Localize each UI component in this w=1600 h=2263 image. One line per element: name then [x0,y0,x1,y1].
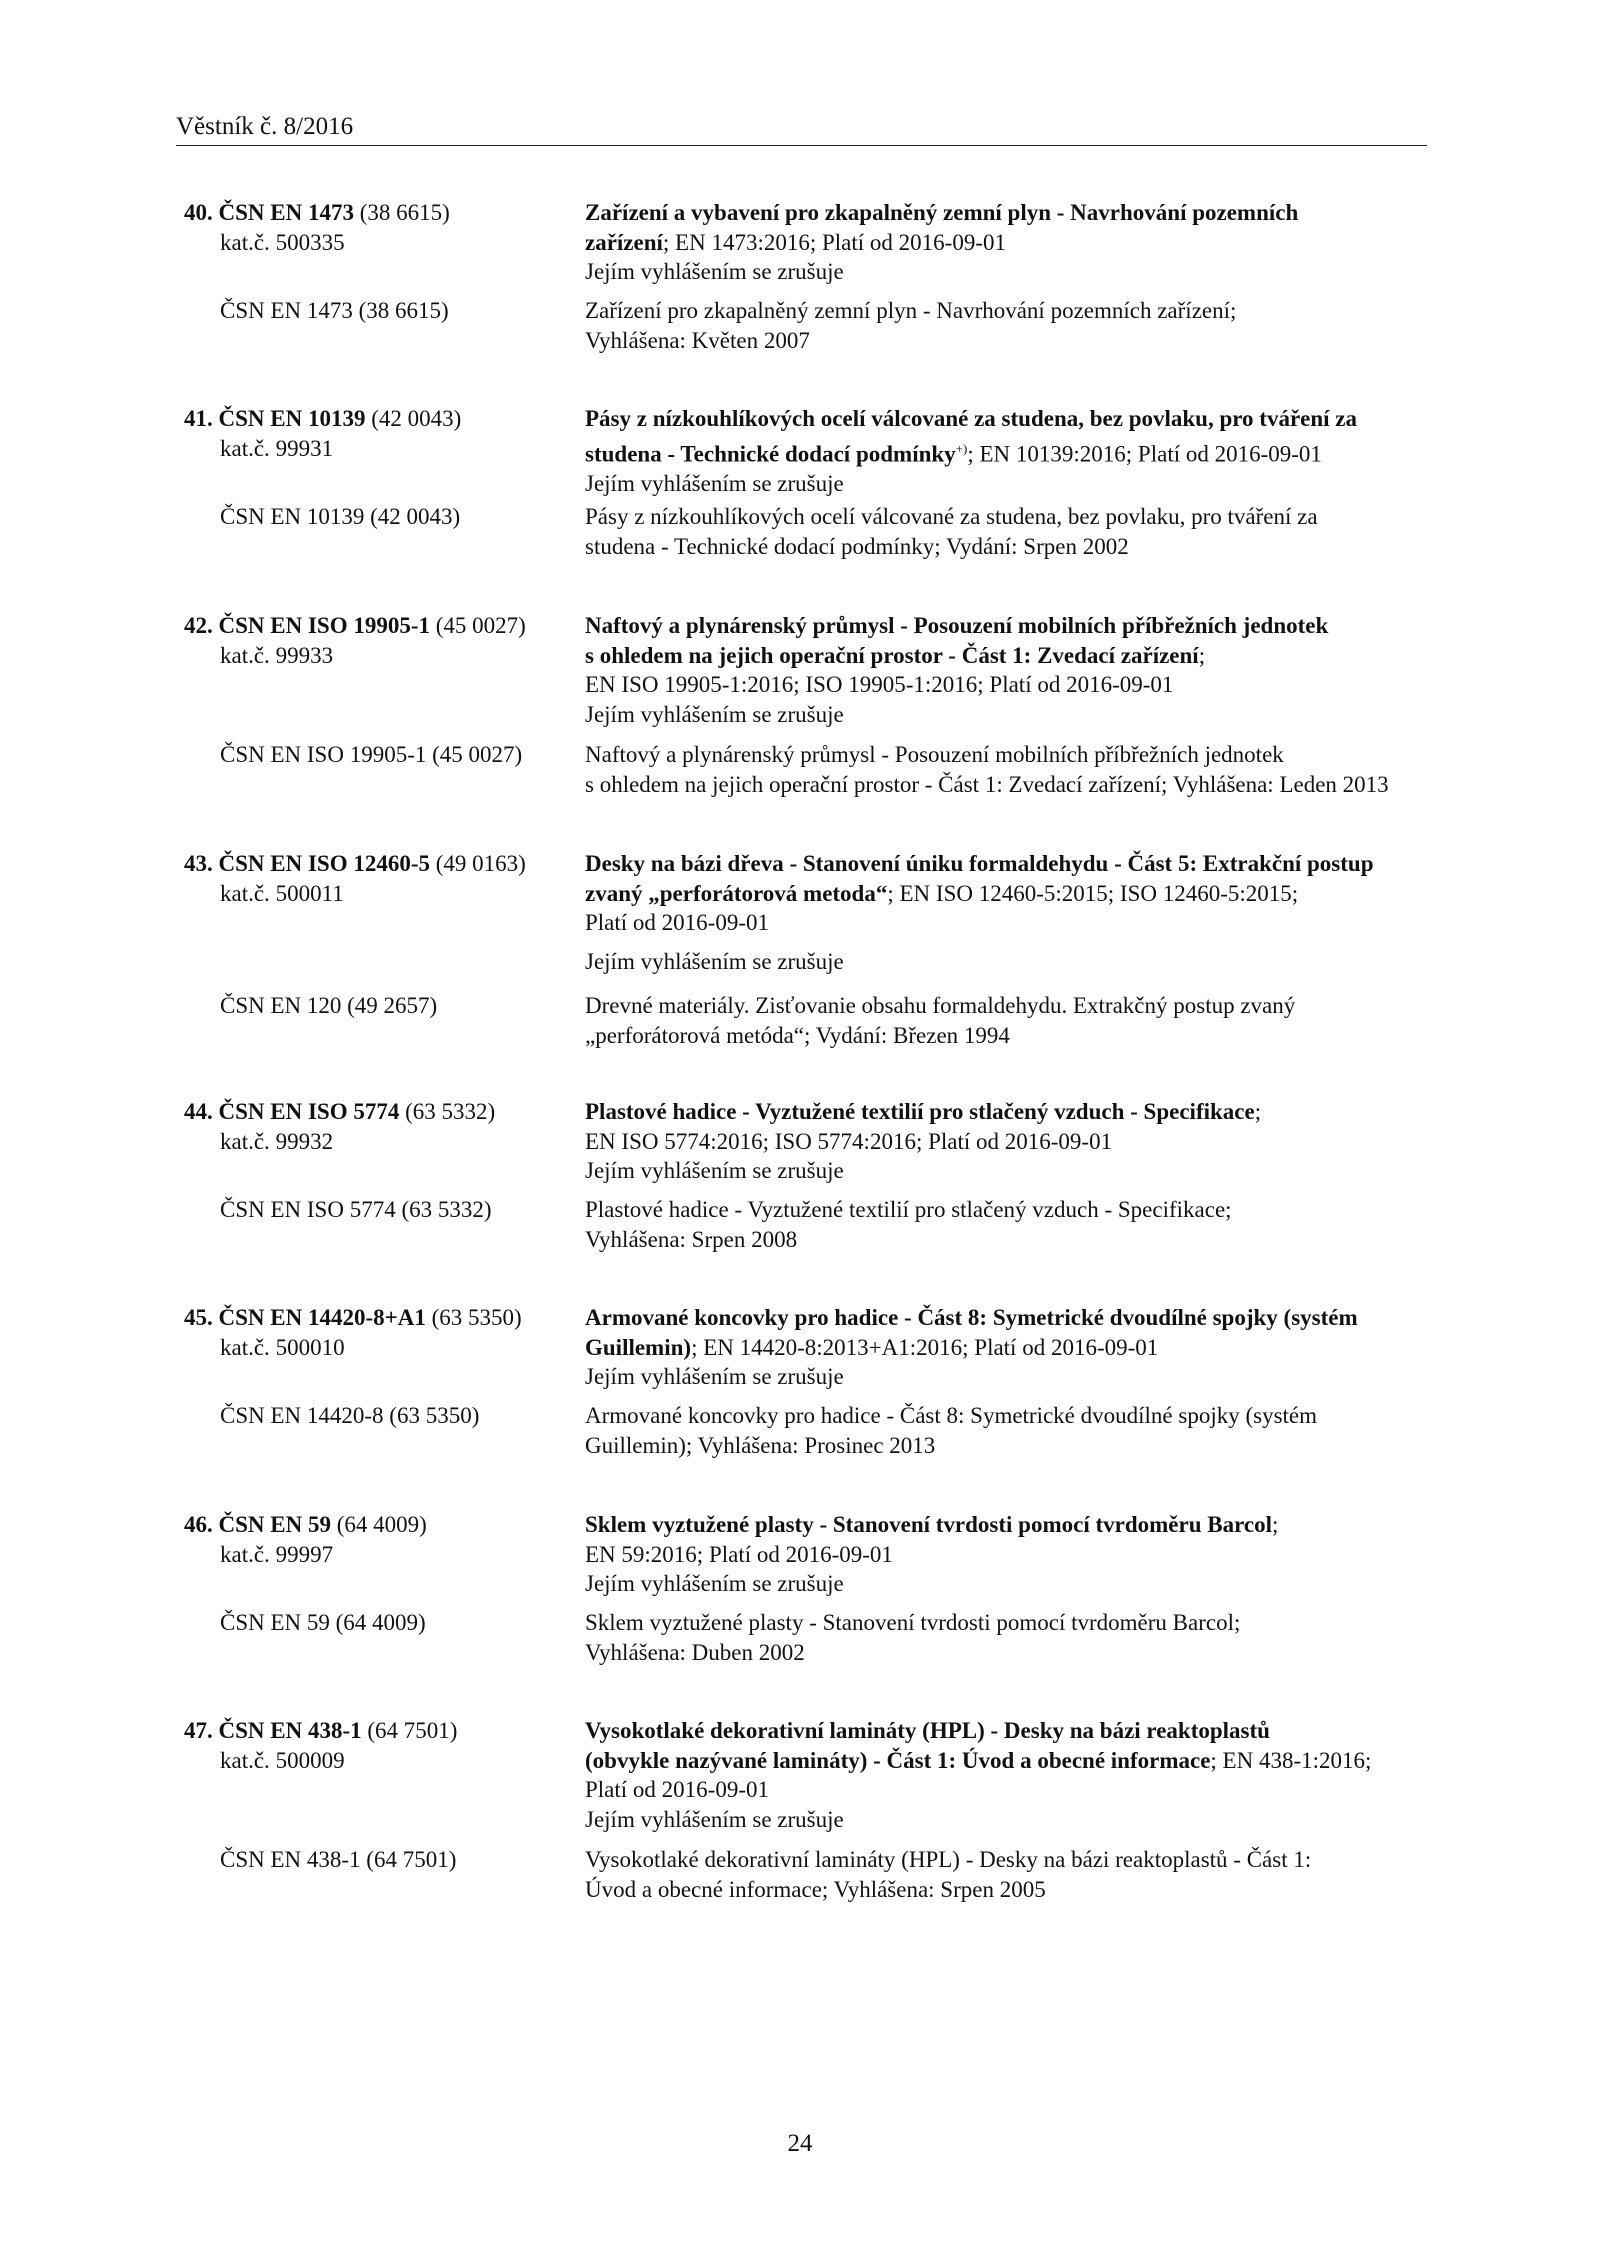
replaced-standard-description [585,740,1435,799]
replaced-line: Naftový a plynárenský průmysl - Posouzení mobilních příbřežních jednotek [585,742,1284,767]
replaced-line: Vyhlášena: Srpen 2008 [585,1226,798,1252]
new-standard-info: ; [1271,1512,1279,1537]
new-standard-info-line: EN ISO 19905-1:2016; ISO 19905-1:2016; Platí od 2016-09-01 [585,672,1174,697]
replaced-line: Vyhlášena: Květen 2007 [585,327,810,353]
catalog-label: kat.č. [220,1541,270,1567]
replaced-standard-description [585,1401,1435,1460]
replaced-standard-code: ČSN EN 120 (49 2657) [220,993,438,1018]
replaced-standard-description [585,991,1435,1050]
replaced-line: Plastové hadice - Vyztužené textilií pro stlačený vzduch - Specifikace; [585,1197,1232,1222]
standard-code: ČSN EN 1473 [218,200,354,225]
replaced-standard-ref [188,1195,610,1225]
entry-number: 42. [184,613,213,638]
catalog-number: 500010 [275,1334,345,1360]
entry-identifiers [184,198,578,257]
catalog-number: 99933 [275,642,334,668]
classification-code: (63 5350) [431,1305,522,1330]
entry-number: 47. [184,1718,213,1743]
new-title-line: Naftový a plynárenský průmysl - Posouzení mobilních příbřežních jednotek [585,613,1329,638]
standard-code: ČSN EN ISO 19905-1 [218,613,431,638]
new-title-line: zařízení [585,229,663,255]
replaced-standard-ref [188,1845,610,1875]
new-title-line: zvaný „perforátorová metoda“ [585,880,888,906]
classification-code: (42 0043) [371,406,462,431]
replaced-standard-description [585,1845,1435,1904]
replaced-standard-description [585,502,1435,561]
replaced-line: Sklem vyztužené plasty - Stanovení tvrdosti pomocí tvrdoměru Barcol; [585,1610,1241,1635]
new-title-line: Sklem vyztužené plasty - Stanovení tvrdosti pomocí tvrdoměru Barcol [585,1512,1272,1537]
standard-code: ČSN EN ISO 5774 [218,1099,400,1124]
replaced-line: Drevné materiály. Zisťovanie obsahu formaldehydu. Extrakčný postup zvaný [585,993,1296,1018]
standard-code: ČSN EN ISO 12460-5 [218,851,431,876]
catalog-label: kat.č. [220,1334,270,1360]
new-title-line: Pásy z nízkouhlíkových ocelí válcované za studena, bez povlaku, pro tváření za [585,406,1358,431]
entry-identifiers [184,404,578,463]
classification-code: (38 6615) [359,200,450,225]
new-standard-info: ; EN 14420-8:2013+A1:2016; Platí od 2016-09-01 [691,1334,1159,1360]
replaced-standard-code: ČSN EN 438-1 (64 7501) [220,1847,457,1872]
standard-code: ČSN EN 10139 [218,406,366,431]
new-standard-info: ; EN 10139:2016; Platí od 2016-09-01 [967,441,1322,467]
catalog-number: 500009 [275,1747,345,1773]
replaced-standard-code: ČSN EN 10139 (42 0043) [220,504,461,529]
catalog-number: 99932 [275,1128,334,1154]
replaced-standard-ref [188,740,610,770]
cancellation-note: Jejím vyhlášením se zrušuje [585,1806,844,1832]
cancellation-note: Jejím vyhlášením se zrušuje [585,259,844,284]
entry-number: 46. [184,1512,213,1537]
replaced-standard-description [585,296,1435,355]
replaced-standard-code: ČSN EN 59 (64 4009) [220,1610,426,1635]
new-standard-info: ; EN ISO 12460-5:2015; ISO 12460-5:2015; [887,880,1299,906]
new-title-line: Armované koncovky pro hadice - Část 8: Symetrické dvoudílné spojky (systém [585,1305,1358,1330]
cancellation-note: Jejím vyhlášením se zrušuje [585,1571,844,1596]
entry-identifiers [184,1510,578,1569]
new-standard-info-line: Platí od 2016-09-01 [585,910,769,935]
replaced-line: Vysokotlaké dekorativní lamináty (HPL) - Desky na bázi reaktoplastů - Část 1: [585,1847,1312,1872]
replaced-standard-code: ČSN EN ISO 5774 (63 5332) [220,1197,492,1222]
footnote-mark: +) [955,440,968,456]
entry-number: 40. [184,200,213,225]
classification-code: (64 4009) [336,1512,427,1537]
entry-new-standard [585,1510,1435,1599]
new-standard-info-line: Platí od 2016-09-01 [585,1777,769,1802]
entry-identifiers [184,1303,578,1362]
cancellation-note: Jejím vyhlášením se zrušuje [585,948,844,974]
replaced-line: Úvod a obecné informace; Vyhlášena: Srpen 2005 [585,1876,1046,1902]
entry-number: 41. [184,406,213,431]
new-standard-info: ; EN 1473:2016; Platí od 2016-09-01 [662,229,1006,255]
entry-identifiers [184,849,578,908]
classification-code: (45 0027) [435,613,526,638]
entry-new-standard [585,1097,1435,1186]
standard-code: ČSN EN 438-1 [218,1718,362,1743]
catalog-label: kat.č. [220,880,270,906]
catalog-label: kat.č. [220,1747,270,1773]
entry-identifiers [184,611,578,670]
entry-new-standard [585,404,1435,498]
replaced-line: studena - Technické dodací podmínky; Vydání: Srpen 2002 [585,533,1129,559]
replaced-line: s ohledem na jejich operační prostor - Část 1: Zvedací zařízení; Vyhlášena: Leden 2013 [585,771,1389,797]
entry-number: 43. [184,851,213,876]
new-standard-info: ; [1198,642,1206,668]
replaced-standard-description [585,1608,1435,1667]
new-title-line: studena - Technické dodací podmínky [585,441,956,467]
new-standard-info: ; EN 438-1:2016; [1210,1747,1372,1773]
cancellation-note: Jejím vyhlášením se zrušuje [585,701,844,727]
entry-new-standard [585,198,1435,287]
catalog-label: kat.č. [220,642,270,668]
new-title-line: Desky na bázi dřeva - Stanovení úniku formaldehydu - Část 5: Extrakční postup [585,851,1374,876]
new-title-line: s ohledem na jejich operační prostor - Část 1: Zvedací zařízení [585,642,1199,668]
replaced-line: Zařízení pro zkapalněný zemní plyn - Navrhování pozemních zařízení; [585,298,1237,323]
catalog-label: kat.č. [220,1128,270,1154]
new-standard-info-line: EN 59:2016; Platí od 2016-09-01 [585,1541,893,1567]
replaced-line: Guillemin); Vyhlášena: Prosinec 2013 [585,1432,936,1458]
classification-code: (49 0163) [435,851,526,876]
replaced-standard-code: ČSN EN ISO 19905-1 (45 0027) [220,742,523,767]
catalog-label: kat.č. [220,435,270,461]
classification-code: (63 5332) [405,1099,496,1124]
entry-new-standard [585,849,1435,976]
new-standard-info: ; [1254,1099,1262,1124]
entry-identifiers [184,1716,578,1775]
catalog-label: kat.č. [220,229,270,255]
replaced-standard-ref [188,1401,610,1431]
classification-code: (64 7501) [367,1718,458,1743]
new-standard-info-line: EN ISO 5774:2016; ISO 5774:2016; Platí od 2016-09-01 [585,1128,1113,1154]
standard-code: ČSN EN 59 [218,1512,331,1537]
catalog-number: 500011 [275,880,344,906]
replaced-standard-code: ČSN EN 1473 (38 6615) [220,298,449,323]
new-title-line: Guillemin) [585,1334,692,1360]
standard-code: ČSN EN 14420-8+A1 [218,1305,426,1330]
replaced-line: Vyhlášena: Duben 2002 [585,1639,805,1665]
replaced-standard-ref [188,991,610,1021]
entry-number: 45. [184,1305,213,1330]
page-header: Věstník č. 8/2016 [176,113,354,140]
catalog-number: 99997 [275,1541,334,1567]
cancellation-note: Jejím vyhlášením se zrušuje [585,1158,844,1183]
catalog-number: 99931 [275,435,334,461]
replaced-line: „perforátorová metóda“; Vydání: Březen 1994 [585,1022,1010,1048]
replaced-standard-description [585,1195,1435,1254]
entry-identifiers [184,1097,578,1156]
replaced-standard-code: ČSN EN 14420-8 (63 5350) [220,1403,480,1428]
replaced-standard-ref [188,1608,610,1638]
replaced-standard-ref [188,502,610,532]
entry-new-standard [585,1303,1435,1392]
new-title-line: Vysokotlaké dekorativní lamináty (HPL) - Desky na bázi reaktoplastů [585,1718,1270,1743]
new-title-line: Zařízení a vybavení pro zkapalněný zemní plyn - Navrhování pozemních [585,200,1299,225]
entry-new-standard [585,611,1435,729]
entry-number: 44. [184,1099,213,1124]
new-title-line: (obvykle nazývané lamináty) - Část 1: Úvod a obecné informace [585,1747,1211,1773]
header-divider [176,145,1427,146]
new-title-line: Plastové hadice - Vyztužené textilií pro stlačený vzduch - Specifikace [585,1099,1255,1124]
catalog-number: 500335 [275,229,345,255]
cancellation-note: Jejím vyhlášením se zrušuje [585,1364,844,1389]
replaced-line: Armované koncovky pro hadice - Část 8: Symetrické dvoudílné spojky (systém [585,1403,1318,1428]
entry-new-standard [585,1716,1435,1834]
page-number: 24 [787,2130,813,2157]
replaced-line: Pásy z nízkouhlíkových ocelí válcované za studena, bez povlaku, pro tváření za [585,504,1318,529]
cancellation-note: Jejím vyhlášením se zrušuje [585,470,844,496]
replaced-standard-ref [188,296,610,326]
